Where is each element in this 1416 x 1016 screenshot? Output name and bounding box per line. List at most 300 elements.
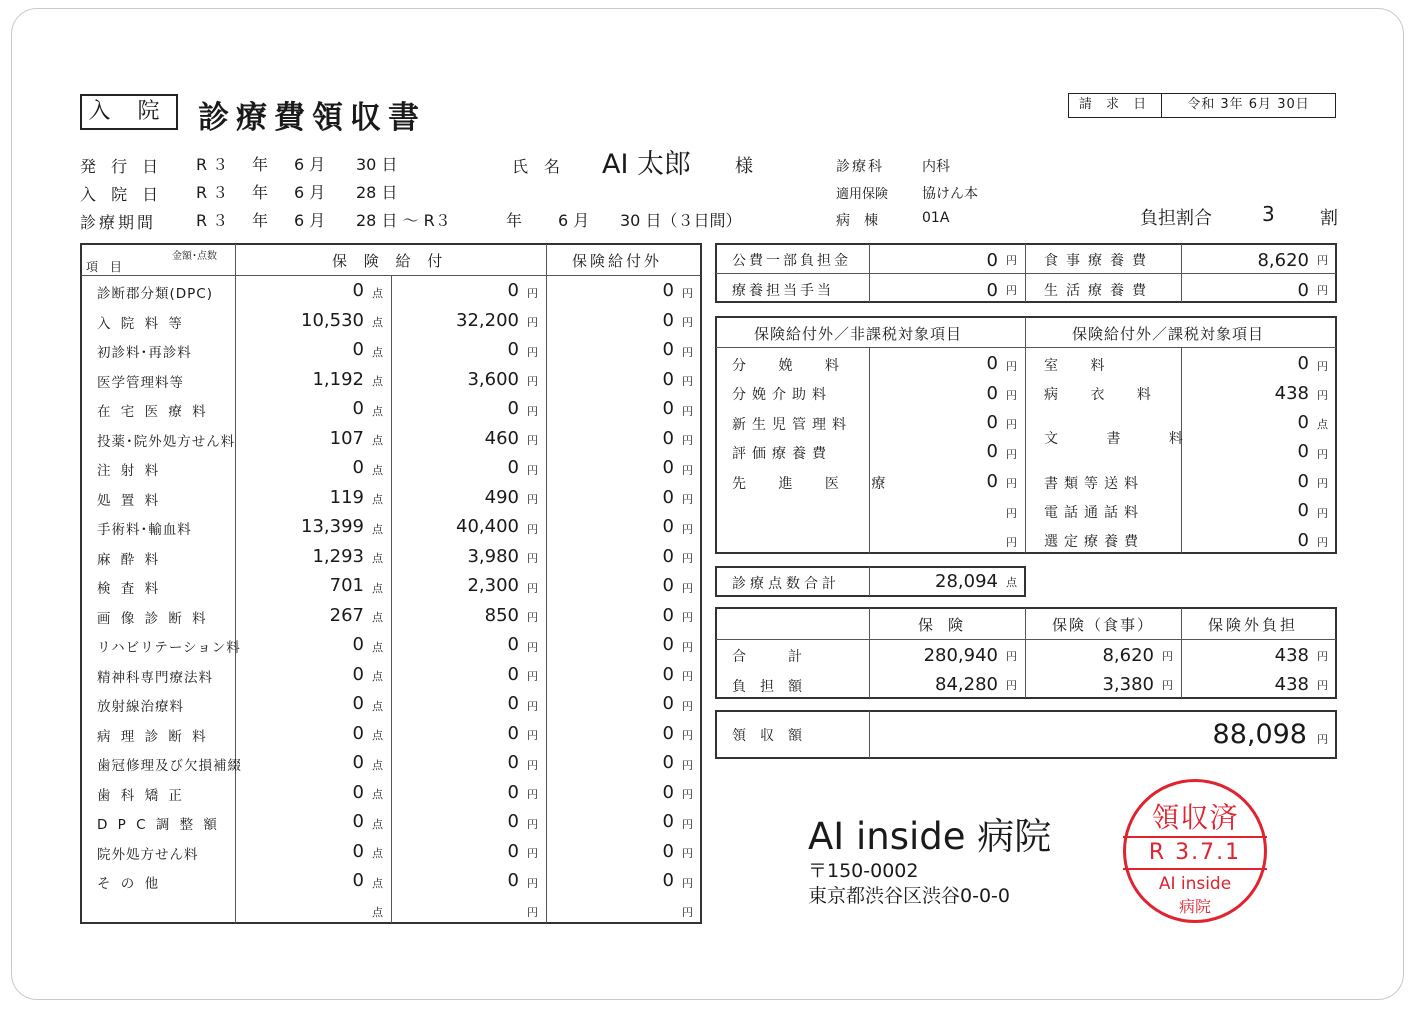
meal-cell [1182,246,1336,274]
nontax-item-unit: 円 [1006,506,1017,520]
fee-item-label: 歯 科 矯 正 [97,787,185,804]
fee-insured-yen-value: 0 [507,280,519,302]
life-cell [1182,276,1336,304]
fee-uninsured-yen-unit: 円 [682,847,693,861]
fee-insured-yen-unit: 円 [527,699,538,713]
nontax-item-label: 新生児管理料 [732,416,852,433]
summary-burden-outside-value: 438 [1274,674,1309,695]
tax-item-value: 438 [1274,382,1309,404]
issue-month: 6 月 [294,155,326,174]
fee-points [236,512,391,542]
fee-points-value: 701 [329,575,364,597]
fee-insured-yen-value: 0 [507,339,519,361]
fee-item-label: 病 理 診 断 料 [97,728,209,745]
fee-insured-yen [392,365,546,395]
fee-points-unit: 点 [372,463,383,477]
fee-points [236,778,391,808]
tax-item-cell [1182,378,1336,407]
patient-name: AI 太郎 [602,149,692,180]
kouhi-unit: 円 [1006,254,1017,267]
fee-uninsured-yen-value: 0 [662,604,674,626]
fee-points [236,807,391,837]
fee-item-label: 在 宅 医 療 料 [97,404,209,420]
tax-item-label: 書類等送料 [1044,475,1144,492]
fee-insured-yen [392,630,546,660]
nontax-item-unit: 円 [1006,477,1017,491]
fee-uninsured-yen-unit: 円 [682,316,693,330]
fee-insured-yen-unit: 円 [527,375,538,389]
fee-insured-yen-unit: 円 [527,316,538,330]
fee-item-label: 投薬･院外処方せん料 [97,433,236,450]
tax-item-label: 電話通話料 [1044,505,1144,521]
fee-uninsured-yen [547,394,701,424]
total-points-cell [870,567,1025,596]
fee-points [236,866,391,896]
fee-points [236,335,391,365]
yen-unit: 円 [1006,649,1017,663]
summary-burden-meal [1026,670,1181,699]
fee-points-value: 0 [352,722,364,744]
issue-era: R３ [196,155,234,174]
fee-points [236,601,391,631]
period-year-unit: 年 [252,211,269,230]
tax-item-value: 0 [1297,470,1309,492]
fee-uninsured-yen [547,335,701,365]
fee-insured-yen-unit: 円 [527,758,538,772]
nontax-item-label: 先 進 医 療 [732,475,900,492]
fee-points-value: 13,399 [301,516,364,538]
fee-insured-yen-unit: 円 [527,404,538,418]
ryoyo-label: 療養担当手当 [732,283,834,299]
issue-day: 30 日 [356,155,398,174]
fee-uninsured-yen [547,689,701,719]
fee-insured-yen-value: 490 [484,486,519,508]
fee-uninsured-yen-unit: 円 [682,817,693,831]
burden-ratio-label: 負担割合 [1140,208,1212,229]
summary-burden-label: 負 担 額 [732,679,802,695]
fee-uninsured-yen-unit: 円 [682,640,693,654]
tax-item-value: 0 [1297,353,1309,375]
billing-date-label: 請 求 日 [1069,94,1162,117]
kouhi-label: 公費一部負担金 [732,253,851,269]
fee-uninsured-yen [547,630,701,660]
hospital-address: 東京都渋谷区渋谷0-0-0 [808,885,1010,907]
fee-insured-yen [392,748,546,778]
nontax-item-cell [870,349,1025,378]
admit-year-unit: 年 [252,183,269,202]
fee-uninsured-yen [547,719,701,749]
fee-uninsured-yen [547,807,701,837]
fee-uninsured-yen-unit: 円 [682,788,693,802]
fee-insured-yen-unit: 円 [527,640,538,654]
fee-insured-yen-unit: 円 [527,286,538,300]
fee-points-unit: 点 [372,670,383,684]
fee-uninsured-yen [547,896,701,926]
fee-points-value: 0 [352,870,364,892]
fee-points-value: 10,530 [301,309,364,331]
fee-insured-yen-value: 0 [507,840,519,862]
ward-value: 01A [922,210,950,226]
summary-total-insured [870,641,1025,670]
nontax-item-cell [870,408,1025,437]
fee-points [236,542,391,572]
fee-uninsured-yen-value: 0 [662,634,674,656]
period-day: 28 日 ～ R３ [356,211,451,230]
fee-insured-yen-value: 0 [507,398,519,420]
fee-uninsured-yen-unit: 円 [682,611,693,625]
summary-total-meal-value: 8,620 [1102,645,1154,666]
life-unit: 円 [1317,284,1328,297]
fee-item-label: 手術料･輸血料 [97,522,192,538]
department-label: 診療科 [836,159,884,175]
fee-uninsured-yen [547,365,701,395]
fee-points [236,896,391,926]
nontax-item-cell [870,467,1025,496]
fee-points-value: 0 [352,280,364,302]
fee-uninsured-yen-value: 0 [662,693,674,715]
fee-uninsured-yen-value: 0 [662,722,674,744]
billing-date-box [1068,93,1336,118]
fee-insured-yen-unit: 円 [527,906,538,920]
total-points-unit: 点 [1006,575,1017,589]
stamp-hospital-line1: AI inside [1158,874,1232,894]
fee-points-unit: 点 [372,552,383,566]
tax-item-cell [1182,525,1336,554]
fee-points-value: 0 [352,693,364,715]
fee-uninsured-yen-unit: 円 [682,906,693,920]
meal-label: 食事療養費 [1044,253,1154,269]
fee-uninsured-yen-unit: 円 [682,670,693,684]
tax-item-cell [1182,349,1336,378]
tax-item-unit: 円 [1317,447,1328,461]
fee-points [236,837,391,867]
fee-uninsured-yen-unit: 円 [682,434,693,448]
document-title: 診療費領収書 [198,100,426,136]
nontax-item-unit: 円 [1006,418,1017,432]
burden-ratio-unit: 割 [1320,208,1338,229]
fee-uninsured-yen-value: 0 [662,398,674,420]
period-year-unit-end: 年 [506,211,523,230]
summary-burden-meal-value: 3,380 [1102,674,1154,695]
fee-points-unit: 点 [372,316,383,330]
fee-points-value: 0 [352,398,364,420]
fee-uninsured-yen-value: 0 [662,545,674,567]
summary-burden-outside [1182,670,1336,699]
fee-points [236,571,391,601]
fee-points-unit: 点 [372,699,383,713]
fee-uninsured-yen-unit: 円 [682,552,693,566]
header-item: 項 目 [86,260,126,274]
fee-insured-yen [392,335,546,365]
fee-item-label: 処 置 料 [97,492,162,509]
fee-points-unit: 点 [372,404,383,418]
ward-label: 病 棟 [836,213,878,229]
receipt-amount-cell [870,711,1336,758]
fee-insured-yen [392,601,546,631]
fee-insured-yen [392,866,546,896]
fee-uninsured-yen-value: 0 [662,368,674,390]
fee-insured-yen [392,483,546,513]
summary-total-meal [1026,641,1181,670]
nontax-item-unit: 円 [1006,536,1017,550]
nontax-item-cell [870,496,1025,525]
fee-points-value: 0 [352,840,364,862]
fee-points-value: 0 [352,781,364,803]
fee-uninsured-yen-value: 0 [662,752,674,774]
period-day-end: 30 日（３日間） [620,211,742,230]
billing-date-value: 令和 3年 6月 30日 [1187,97,1310,112]
fee-insured-yen [392,689,546,719]
fee-points-unit: 点 [372,286,383,300]
fee-insured-yen-value: 0 [507,663,519,685]
fee-points-value: 107 [329,427,364,449]
fee-item-label: 検 査 料 [97,581,162,597]
period-month-end: 6 月 [558,211,590,230]
fee-uninsured-yen [547,866,701,896]
fee-uninsured-yen-unit: 円 [682,581,693,595]
nontax-item-value: 0 [986,411,998,433]
fee-uninsured-yen-value: 0 [662,663,674,685]
fee-insured-yen [392,807,546,837]
fee-uninsured-yen-value: 0 [662,339,674,361]
period-month: 6 月 [294,211,326,230]
fee-uninsured-yen-unit: 円 [682,758,693,772]
summary-header-outside: 保険外負担 [1208,616,1299,634]
fee-insured-yen-unit: 円 [527,876,538,890]
receipt-amount-unit: 円 [1317,732,1328,746]
fee-insured-yen-unit: 円 [527,493,538,507]
fee-insured-yen-unit: 円 [527,552,538,566]
fee-insured-yen-value: 40,400 [456,516,519,538]
fee-points-unit: 点 [372,758,383,772]
tax-item-cell [1182,467,1336,496]
fee-points-value: 1,293 [312,545,364,567]
stamp-hospital-line2: 病院 [1178,897,1211,916]
tax-header: 保険給付外／課税対象項目 [1072,325,1265,343]
fee-insured-yen-value: 0 [507,634,519,656]
ryoyo-cell [870,276,1025,304]
fee-insured-yen-value: 0 [507,693,519,715]
yen-unit: 円 [1317,649,1328,663]
fee-uninsured-yen [547,424,701,454]
fee-insured-yen-unit: 円 [527,581,538,595]
fee-points-unit: 点 [372,906,383,920]
honorific: 様 [735,156,753,177]
admit-day: 28 日 [356,183,398,202]
fee-points-unit: 点 [372,788,383,802]
fee-item-label: 院外処方せん料 [97,846,199,863]
fee-insured-yen-value: 32,200 [456,309,519,331]
fee-points [236,689,391,719]
insurance-value: 協けん本 [922,186,978,202]
fee-points-unit: 点 [372,522,383,536]
fee-uninsured-yen-value: 0 [662,280,674,302]
fee-insured-yen-unit: 円 [527,611,538,625]
fee-insured-yen-unit: 円 [527,522,538,536]
fee-points [236,394,391,424]
summary-header-insured: 保 険 [918,616,964,634]
fee-uninsured-yen-unit: 円 [682,522,693,536]
summary-total-insured-value: 280,940 [923,645,998,666]
burden-ratio-value: 3 [1262,202,1275,226]
summary-total-label: 合 計 [732,649,802,665]
fee-points-value: 0 [352,457,364,479]
nontax-item-value: 0 [986,470,998,492]
fee-points-unit: 点 [372,640,383,654]
header-insured: 保 険 給 付 [332,252,449,270]
kouhi-cell [870,246,1025,274]
fee-points-unit: 点 [372,493,383,507]
fee-points-unit: 点 [372,876,383,890]
fee-uninsured-yen-value: 0 [662,516,674,538]
insurance-label: 適用保険 [836,187,889,202]
fee-uninsured-yen-value: 0 [662,486,674,508]
tax-item-label: 病 衣 料 [1044,387,1165,404]
fee-item-label: 初診料･再診料 [97,345,192,361]
fee-uninsured-yen [547,306,701,336]
fee-uninsured-yen [547,778,701,808]
fee-uninsured-yen [547,453,701,483]
fee-item-label: D P C 調 整 額 [97,817,220,833]
yen-unit: 円 [1162,649,1173,663]
fee-uninsured-yen-value: 0 [662,457,674,479]
fee-uninsured-yen-value: 0 [662,309,674,331]
tax-item-unit: 円 [1317,536,1328,550]
tax-item-unit: 円 [1317,506,1328,520]
fee-points-value: 0 [352,634,364,656]
tax-item-cell [1182,408,1336,437]
fee-insured-yen [392,306,546,336]
fee-item-label: 画 像 診 断 料 [97,610,209,627]
stamp-paid-text: 領収済 [1151,801,1239,834]
fee-uninsured-yen [547,660,701,690]
nontax-header: 保険給付外／非課税対象項目 [754,325,963,343]
fee-insured-yen-unit: 円 [527,847,538,861]
fee-points [236,748,391,778]
ryoyo-unit: 円 [1006,284,1017,297]
fee-item-label: 診断郡分類(DPC) [97,286,213,302]
summary-burden-insured-value: 84,280 [935,674,998,695]
fee-insured-yen-value: 0 [507,781,519,803]
fee-item-label: 放射線治療料 [97,699,184,715]
fee-insured-yen-value: 0 [507,752,519,774]
fee-insured-yen-unit: 円 [527,463,538,477]
admit-era: R３ [196,183,234,202]
fee-insured-yen [392,571,546,601]
fee-points-unit: 点 [372,345,383,359]
fee-uninsured-yen-unit: 円 [682,493,693,507]
summary-header-meal: 保険（食事） [1052,616,1155,634]
issue-year-unit: 年 [252,155,269,174]
summary-total-outside [1182,641,1336,670]
fee-insured-yen-value: 0 [507,722,519,744]
fee-insured-yen-value: 2,300 [467,575,519,597]
fee-insured-yen-unit: 円 [527,788,538,802]
fee-uninsured-yen-value: 0 [662,840,674,862]
fee-points [236,424,391,454]
fee-points-value: 0 [352,752,364,774]
nontax-item-cell [870,378,1025,407]
life-value: 0 [1297,279,1309,301]
admit-date-label: 入 院 日 [80,185,164,204]
kouhi-value: 0 [986,249,998,271]
fee-uninsured-yen-unit: 円 [682,404,693,418]
fee-insured-yen [392,837,546,867]
yen-unit: 円 [1006,678,1017,692]
fee-insured-yen-unit: 円 [527,729,538,743]
inpatient-badge: 入 院 [80,94,178,130]
header-amount-points: 金額･点数 [172,251,217,262]
fee-uninsured-yen-unit: 円 [682,375,693,389]
fee-item-label: 麻 酔 料 [97,551,162,568]
fee-insured-yen-value: 850 [484,604,519,626]
fee-uninsured-yen-value: 0 [662,427,674,449]
fee-insured-yen-value: 3,980 [467,545,519,567]
fee-points [236,630,391,660]
fee-points-unit: 点 [372,581,383,595]
meal-unit: 円 [1317,254,1328,267]
ryoyo-value: 0 [986,279,998,301]
fee-insured-yen-unit: 円 [527,345,538,359]
fee-insured-yen [392,276,546,306]
fee-item-label: リハビリテーション料 [97,640,241,656]
fee-points-unit: 点 [372,375,383,389]
hospital-name: AI inside 病院 [808,815,1052,858]
fee-uninsured-yen [547,748,701,778]
nontax-item-unit: 円 [1006,389,1017,403]
tax-item-unit: 円 [1317,477,1328,491]
fee-uninsured-yen [547,512,701,542]
fee-insured-yen [392,778,546,808]
fee-points [236,660,391,690]
period-label: 診療期間 [80,213,157,232]
fee-insured-yen [392,660,546,690]
fee-insured-yen-value: 0 [507,811,519,833]
period-era: R３ [196,211,234,230]
fee-insured-yen [392,542,546,572]
life-label: 生活療養費 [1044,283,1154,299]
fee-points-unit: 点 [372,817,383,831]
fee-points-value: 1,192 [312,368,364,390]
tax-item-value: 0 [1297,411,1309,433]
tax-item-unit: 円 [1317,389,1328,403]
total-points-value: 28,094 [935,571,998,592]
fee-insured-yen [392,424,546,454]
fee-points-unit: 点 [372,729,383,743]
tax-item-value: 0 [1297,500,1309,522]
fee-uninsured-yen-value: 0 [662,781,674,803]
fee-uninsured-yen-unit: 円 [682,345,693,359]
summary-burden-insured [870,670,1025,699]
fee-insured-yen-unit: 円 [527,817,538,831]
fee-points-value: 0 [352,663,364,685]
fee-uninsured-yen [547,601,701,631]
fee-insured-yen [392,453,546,483]
receipt-amount-value: 88,098 [1212,719,1307,750]
fee-uninsured-yen-value: 0 [662,870,674,892]
nontax-item-label: 分 娩 料 [732,358,853,374]
nontax-item-value: 0 [986,382,998,404]
nontax-item-unit: 円 [1006,359,1017,373]
header-uninsured: 保険給付外 [572,252,663,270]
summary-total-outside-value: 438 [1274,645,1309,666]
issue-date-label: 発 行 日 [80,157,164,176]
document-fee-label: 文 書 料 [1044,431,1205,447]
fee-points-value: 119 [329,486,364,508]
name-label: 氏 名 [512,157,561,176]
fee-insured-yen-value: 460 [484,427,519,449]
fee-uninsured-yen-unit: 円 [682,729,693,743]
